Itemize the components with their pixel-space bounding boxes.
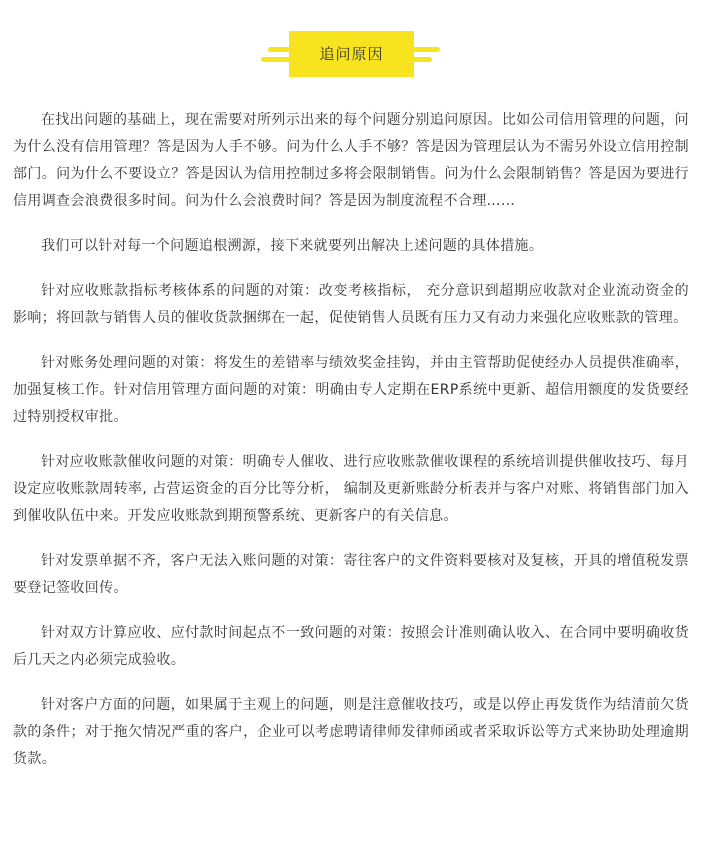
section-title: 追问原因 (289, 31, 414, 77)
paragraph-invoice-measures: 针对发票单据不齐，客户无法入账问题的对策：寄往客户的文件资料要核对及复核，开具的增值税发票要登记签收回传。 (13, 553, 689, 596)
paragraph-kpi-measures: 针对应收账款指标考核体系的问题的对策：改变考核指标， 充分意识到超期应收款对企业流动资金的影响；将回款与销售人员的催收货款捆绑在一起，促使销售人员既有压力又有动力来强化应收账款的管理。 (13, 283, 689, 326)
paragraph-accounting-measures: 针对账务处理问题的对策：将发生的差错率与绩效奖金挂钩，并由主管帮助促使经办人员提供准确率，加强复核工作。针对信用管理方面问题的对策：明确由专人定期在ERP系统中更新、超信用额度的发货要经过特别授权审批。 (13, 355, 689, 425)
decorative-bar-right-top (410, 47, 440, 52)
paragraph-customer-measures: 针对客户方面的问题，如果属于主观上的问题，则是注意催收技巧，或是以停止再发货作为结清前欠货款的条件；对于拖欠情况严重的客户，企业可以考虑聘请律师发律师函或者采取诉讼等方式来协助处理逾期货款。 (13, 697, 689, 767)
article-body (13, 107, 689, 791)
paragraph-timing-measures: 针对双方计算应收、应付款时间起点不一致问题的对策：按照会计准则确认收入、在合同中要明确收货后几天之内必须完成验收。 (13, 625, 689, 668)
decorative-bar-right-bottom (410, 57, 432, 62)
section-header (0, 31, 701, 77)
paragraph-intro: 在找出问题的基础上，现在需要对所列示出来的每个问题分别追问原因。比如公司信用管理的问题，问为什么没有信用管理？答是因为人手不够。问为什么人手不够？答是因为管理层认为不需另外设立信用控制部门。问为什么不要设立？答是因认为信用控制过多将会限制销售。问为什么会限制销售？答是因为要进行信用调查会浪费很多时间。问为什么会浪费时间？答是因为制度流程不合理…… (13, 112, 689, 209)
paragraph-collection-measures: 针对应收账款催收问题的对策：明确专人催收、进行应收账款催收课程的系统培训提供催收技巧、每月设定应收账款周转率, 占营运资金的百分比等分析， 编制及更新账龄分析表并与客户对账、将销售部门加入到催收队伍中来。开发应收账款到期预警系统、更新客户的有关信息。 (13, 454, 689, 524)
paragraph-root-cause: 我们可以针对每一个问题追根溯源，接下来就要列出解决上述问题的具体措施。 (41, 238, 544, 254)
